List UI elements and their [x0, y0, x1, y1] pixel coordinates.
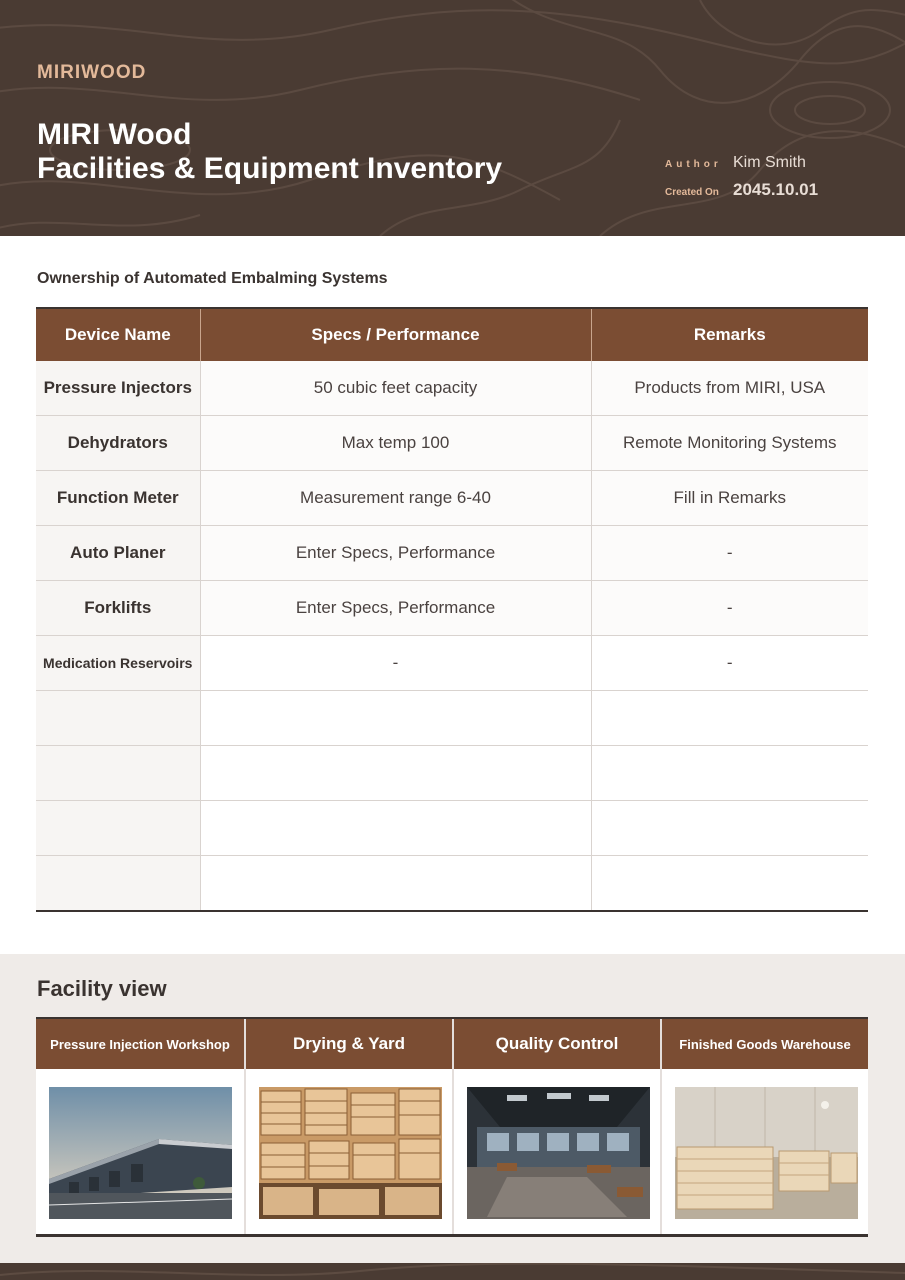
created-value: 2045.10.01 — [733, 180, 819, 199]
header-banner — [0, 0, 905, 236]
footer-band — [0, 1263, 905, 1280]
table-row — [36, 416, 868, 471]
empty-table-row — [36, 746, 868, 801]
warehouse-interior-image — [467, 1087, 650, 1219]
brand-logo-text: MIRIWOOD — [37, 62, 147, 83]
empty-cell — [591, 746, 868, 801]
device-name-cell: Dehydrators — [36, 416, 200, 471]
device-name-cell: Function Meter — [36, 471, 200, 526]
remarks-cell: Fill in Remarks — [591, 471, 868, 526]
device-name-cell: Medication Reservoirs — [36, 636, 200, 691]
table-row — [36, 636, 868, 691]
empty-cell — [591, 801, 868, 856]
device-name-cell: Auto Planer — [36, 526, 200, 581]
facility-card-label: Drying & Yard — [246, 1019, 452, 1069]
author-label: Author — [665, 159, 722, 170]
remarks-cell: - — [591, 526, 868, 581]
device-name-cell: Pressure Injectors — [36, 361, 200, 416]
section-title: Ownership of Automated Embalming Systems — [37, 270, 388, 287]
table-row — [36, 581, 868, 636]
facility-card — [660, 1019, 868, 1234]
specs-cell: 50 cubic feet capacity — [200, 361, 591, 416]
empty-cell — [591, 856, 868, 912]
created-label: Created On — [665, 187, 719, 198]
page-title — [37, 118, 502, 186]
author-value: Kim Smith — [733, 154, 806, 171]
specs-cell: Enter Specs, Performance — [200, 526, 591, 581]
lumber-stack-image — [259, 1087, 442, 1219]
facility-card — [36, 1019, 244, 1234]
created-row — [665, 180, 818, 200]
empty-cell — [200, 746, 591, 801]
title-line-2: Facilities & Equipment Inventory — [37, 152, 503, 185]
warehouse-exterior-image — [49, 1087, 232, 1219]
facility-card-label: Finished Goods Warehouse — [662, 1019, 868, 1069]
facility-card-label: Pressure Injection Workshop — [36, 1019, 244, 1069]
remarks-cell: - — [591, 581, 868, 636]
empty-cell — [200, 801, 591, 856]
column-header-device-name: Device Name — [36, 308, 200, 361]
wood-grain-pattern — [0, 1263, 905, 1280]
specs-cell: Max temp 100 — [200, 416, 591, 471]
empty-cell — [200, 691, 591, 746]
author-row — [665, 154, 806, 172]
empty-cell — [36, 856, 200, 912]
remarks-cell: Products from MIRI, USA — [591, 361, 868, 416]
specs-cell: - — [200, 636, 591, 691]
empty-table-row — [36, 801, 868, 856]
table-header-row — [36, 308, 868, 361]
empty-cell — [36, 746, 200, 801]
facility-card — [452, 1019, 660, 1234]
facility-grid — [36, 1017, 868, 1237]
facility-title: Facility view — [37, 976, 167, 1001]
specs-cell: Enter Specs, Performance — [200, 581, 591, 636]
table-row — [36, 361, 868, 416]
remarks-cell: - — [591, 636, 868, 691]
empty-cell — [36, 691, 200, 746]
inventory-table — [36, 307, 868, 912]
specs-cell: Measurement range 6-40 — [200, 471, 591, 526]
device-name-cell: Forklifts — [36, 581, 200, 636]
empty-cell — [36, 801, 200, 856]
remarks-cell: Remote Monitoring Systems — [591, 416, 868, 471]
empty-table-row — [36, 856, 868, 912]
facility-card-label: Quality Control — [454, 1019, 660, 1069]
facility-card — [244, 1019, 452, 1234]
title-line-1: MIRI Wood — [37, 118, 192, 151]
column-header-remarks: Remarks — [591, 308, 868, 361]
table-row — [36, 471, 868, 526]
column-header-specs: Specs / Performance — [200, 308, 591, 361]
empty-cell — [200, 856, 591, 912]
empty-table-row — [36, 691, 868, 746]
empty-cell — [591, 691, 868, 746]
table-row — [36, 526, 868, 581]
finished-goods-image — [675, 1087, 858, 1219]
